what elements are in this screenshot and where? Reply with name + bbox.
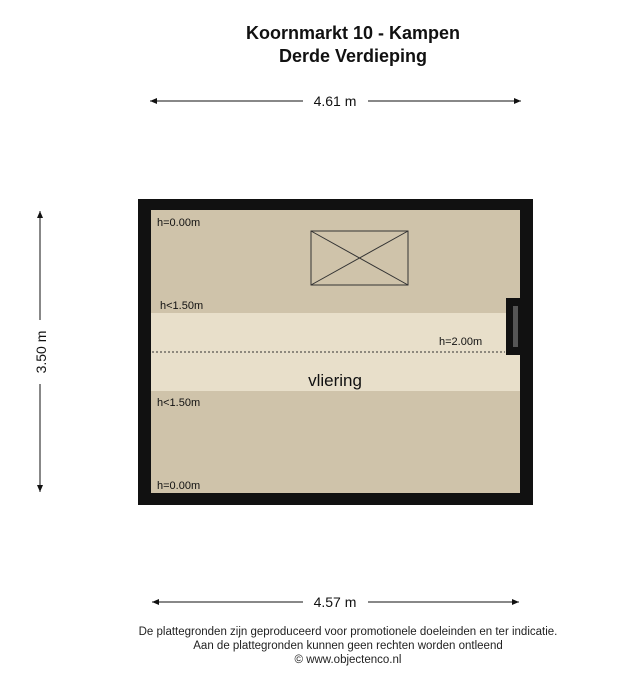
stair-hatch [513,306,518,347]
height-label-upper: h<1.50m [160,300,204,312]
disclaimer-line-2: Aan de plattegronden kunnen geen rechten worden ontleend [193,640,503,652]
height-label-lower: h<1.50m [157,397,201,409]
dimension-top [150,93,521,109]
dimension-left [33,211,49,492]
height-label-bottom: h=0.00m [157,480,201,492]
height-label-mid: h=2.00m [439,336,483,348]
dimension-left-label: 3.50 m [33,330,49,374]
floor-name: Derde Verdieping [278,46,428,66]
dimension-bottom [152,594,519,610]
room-name: vliering [308,371,362,390]
disclaimer-line-1: De plattegronden zijn geproduceerd voor promotionele doeleinden en ter indicatie. [138,626,558,638]
plan-title: Koornmarkt 10 - Kampen [245,23,461,43]
dimension-top-label: 4.61 m [313,93,357,109]
copyright: © www.objectenco.nl [294,654,402,666]
height-label-top: h=0.00m [157,217,201,229]
dimension-bottom-label: 4.57 m [313,594,357,610]
